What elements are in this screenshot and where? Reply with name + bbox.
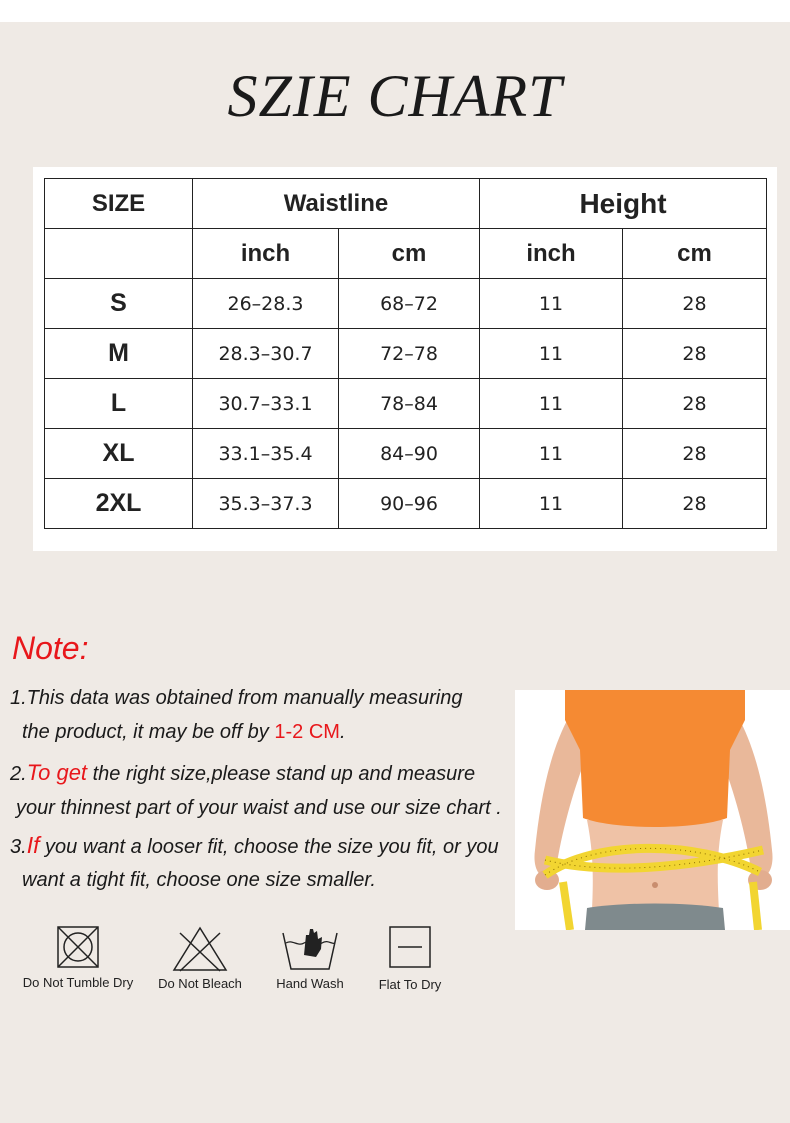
care-label: Hand Wash bbox=[276, 976, 344, 991]
flat-to-dry-icon bbox=[388, 925, 432, 969]
waist-inch-cell: 28.3–30.7 bbox=[193, 329, 339, 379]
empty-cell bbox=[45, 229, 193, 279]
do-not-tumble-dry-icon bbox=[56, 925, 100, 969]
care-do-not-tumble-dry bbox=[22, 925, 134, 990]
waist-measuring-photo bbox=[515, 690, 790, 930]
height-inch-cell: 11 bbox=[480, 279, 623, 329]
height-header: Height bbox=[480, 179, 767, 229]
height-inch-cell: 11 bbox=[480, 329, 623, 379]
note-line-4 bbox=[16, 797, 502, 820]
table-subheader-row bbox=[45, 229, 767, 279]
note-text: 2. bbox=[10, 763, 27, 785]
height-inch-header: inch bbox=[480, 229, 623, 279]
note-line-2 bbox=[22, 721, 346, 744]
waist-cm-cell: 90–96 bbox=[339, 479, 480, 529]
note-highlight: If bbox=[26, 832, 40, 858]
waist-inch-cell: 30.7–33.1 bbox=[193, 379, 339, 429]
size-chart-card bbox=[33, 167, 777, 551]
note-line-1 bbox=[10, 687, 462, 710]
waist-inch-header: inch bbox=[193, 229, 339, 279]
note-text: you want a looser fit, choose the size you fit, or you bbox=[39, 836, 499, 858]
note-text: the right size,please stand up and measure bbox=[87, 763, 476, 785]
note-line-6 bbox=[22, 869, 376, 892]
table-row bbox=[45, 279, 767, 329]
size-cell: 2XL bbox=[45, 479, 193, 529]
waist-cm-cell: 68–72 bbox=[339, 279, 480, 329]
height-inch-cell: 11 bbox=[480, 429, 623, 479]
waist-cm-cell: 72–78 bbox=[339, 329, 480, 379]
care-do-not-bleach bbox=[150, 925, 250, 991]
page-title: SZIE CHART bbox=[227, 63, 563, 129]
do-not-bleach-icon bbox=[170, 925, 230, 973]
table-row bbox=[45, 329, 767, 379]
note-text: your thinnest part of your waist and use our size chart . bbox=[16, 797, 502, 819]
care-label: Do Not Bleach bbox=[158, 976, 242, 991]
waist-cm-header: cm bbox=[339, 229, 480, 279]
note-text: . bbox=[339, 721, 346, 743]
care-flat-to-dry bbox=[370, 925, 450, 992]
size-chart-table bbox=[44, 178, 767, 529]
height-cm-cell: 28 bbox=[623, 379, 767, 429]
note-text: 1.This data was obtained from manually measuring bbox=[10, 687, 463, 709]
height-cm-cell: 28 bbox=[623, 329, 767, 379]
note-highlight: 1-2 CM bbox=[274, 721, 340, 743]
height-inch-cell: 11 bbox=[480, 479, 623, 529]
table-header-row bbox=[45, 179, 767, 229]
height-cm-cell: 28 bbox=[623, 479, 767, 529]
size-cell: XL bbox=[45, 429, 193, 479]
note-highlight: To get bbox=[26, 760, 88, 785]
size-header: SIZE bbox=[45, 179, 193, 229]
height-cm-cell: 28 bbox=[623, 279, 767, 329]
note-text: want a tight fit, choose one size smaller. bbox=[22, 869, 376, 891]
height-cm-header: cm bbox=[623, 229, 767, 279]
hand-wash-icon bbox=[280, 925, 340, 973]
note-text: 3. bbox=[10, 836, 27, 858]
note-line-3 bbox=[10, 760, 475, 786]
note-text: the product, it may be off by bbox=[22, 721, 275, 743]
care-hand-wash bbox=[270, 925, 350, 991]
waist-inch-cell: 33.1–35.4 bbox=[193, 429, 339, 479]
size-cell: M bbox=[45, 329, 193, 379]
waist-cm-cell: 84–90 bbox=[339, 429, 480, 479]
note-title: Note: bbox=[12, 630, 89, 666]
table-row bbox=[45, 429, 767, 479]
height-inch-cell: 11 bbox=[480, 379, 623, 429]
waist-inch-cell: 26–28.3 bbox=[193, 279, 339, 329]
size-cell: L bbox=[45, 379, 193, 429]
care-label: Flat To Dry bbox=[378, 977, 442, 992]
height-cm-cell: 28 bbox=[623, 429, 767, 479]
waistline-header: Waistline bbox=[193, 179, 480, 229]
note-line-5 bbox=[10, 832, 499, 859]
waist-inch-cell: 35.3–37.3 bbox=[193, 479, 339, 529]
table-row bbox=[45, 379, 767, 429]
waist-cm-cell: 78–84 bbox=[339, 379, 480, 429]
size-cell: S bbox=[45, 279, 193, 329]
care-label: Do Not Tumble Dry bbox=[22, 975, 134, 990]
table-row bbox=[45, 479, 767, 529]
